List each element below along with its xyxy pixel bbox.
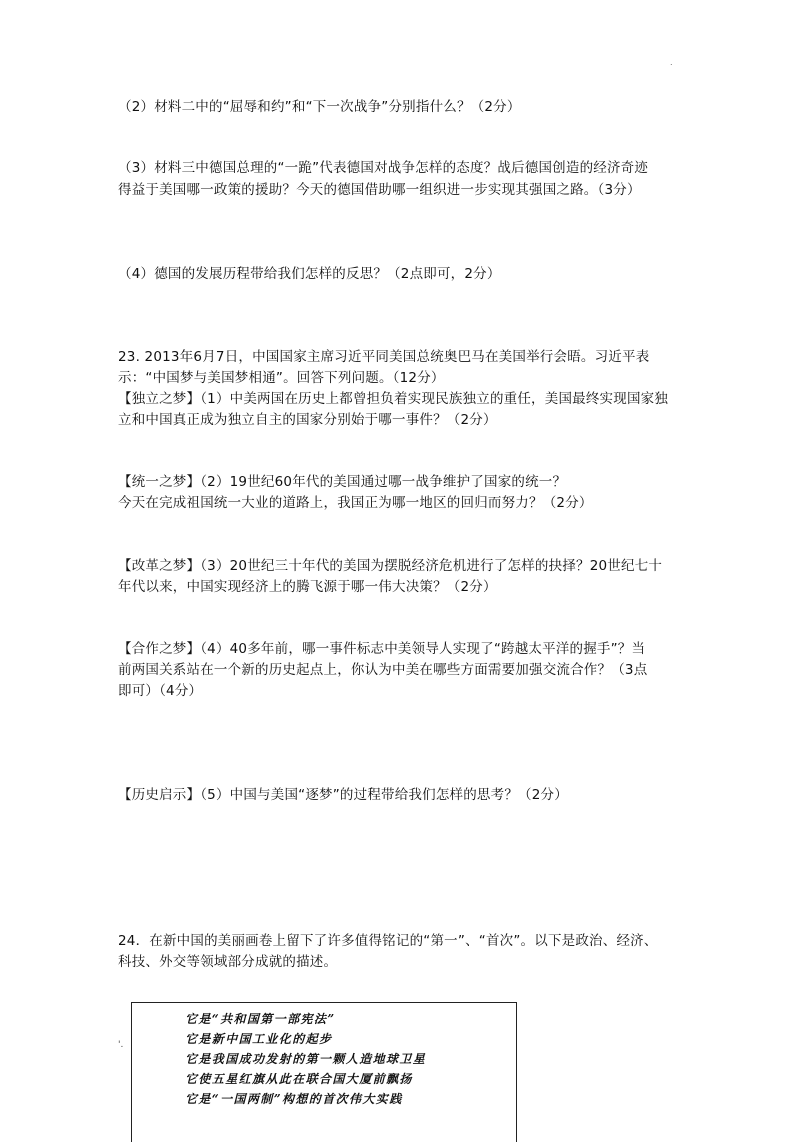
side-mark: '. [118, 1040, 124, 1050]
achievements-box [131, 1002, 517, 1142]
q23-intro-line2: 示：“中国梦与美国梦相通”。回答下列问题。（12分） [118, 370, 445, 386]
q22-sub2: （2）材料二中的“屈辱和约”和“下一次战争”分别指什么？（2分） [118, 99, 521, 115]
q23-dream3-line1: 【改革之梦】（3）20世纪三十年代的美国为摆脱经济危机进行了怎样的抉择？20世纪七十 [118, 558, 663, 574]
box-item-3: 它是我国成功发射的第一颗人造地球卫星 [185, 1052, 427, 1066]
q22-sub4: （4）德国的发展历程带给我们怎样的反思？（2点即可，2分） [118, 266, 501, 282]
q22-sub3-line2: 得益于美国哪一政策的援助？今天的德国借助哪一组织进一步实现其强国之路。（3分） [118, 182, 641, 198]
box-item-5: 它是“一国两制”构想的首次伟大实践 [185, 1092, 403, 1106]
box-item-2: 它是新中国工业化的起步 [185, 1032, 333, 1046]
q23-dream4-line1: 【合作之梦】（4）40多年前，哪一事件标志中美领导人实现了“跨越太平洋的握手”？当 [118, 641, 646, 657]
q23-dream2-line2: 今天在完成祖国统一大业的道路上，我国正为哪一地区的回归而努力？（2分） [118, 495, 593, 511]
q24-intro-line2: 科技、外交等领域部分成就的描述。 [118, 954, 338, 970]
q23-dream1-line2: 立和中国真正成为独立自主的国家分别始于哪一事件？（2分） [118, 412, 497, 428]
q23-dream4-line3: 即可）（4分） [118, 683, 203, 699]
q23-dream2-line1: 【统一之梦】（2）19世纪60年代的美国通过哪一战争维护了国家的统一？ [118, 474, 567, 490]
q23-dream4-line2: 前两国关系站在一个新的历史起点上，你认为中美在哪些方面需要加强交流合作？（3点 [118, 662, 648, 678]
q23-dream3-line2: 年代以来，中国实现经济上的腾飞源于哪一伟大决策？（2分） [118, 579, 497, 595]
corner-mark: . [670, 58, 673, 67]
q22-sub3-line1: （3）材料三中德国总理的“一跪”代表德国对战争怎样的态度？战后德国创造的经济奇迹 [118, 160, 649, 176]
box-item-1: 它是“共和国第一部宪法” [185, 1012, 336, 1026]
q23-dream1-line1: 【独立之梦】（1）中美两国在历史上都曾担负着实现民族独立的重任，美国最终实现国家独 [118, 391, 669, 407]
q24-intro-line1: 24．在新中国的美丽画卷上留下了许多值得铭记的“第一”、“首次”。以下是政治、经济、 [118, 933, 658, 949]
box-item-4: 它使五星红旗从此在联合国大厦前飘扬 [185, 1072, 413, 1086]
q23-intro-line1: 23. 2013年6月7日，中国国家主席习近平同美国总统奥巴马在美国举行会晤。习近平表 [118, 349, 650, 365]
q23-dream5: 【历史启示】（5）中国与美国“逐梦”的过程带给我们怎样的思考？（2分） [118, 787, 568, 803]
